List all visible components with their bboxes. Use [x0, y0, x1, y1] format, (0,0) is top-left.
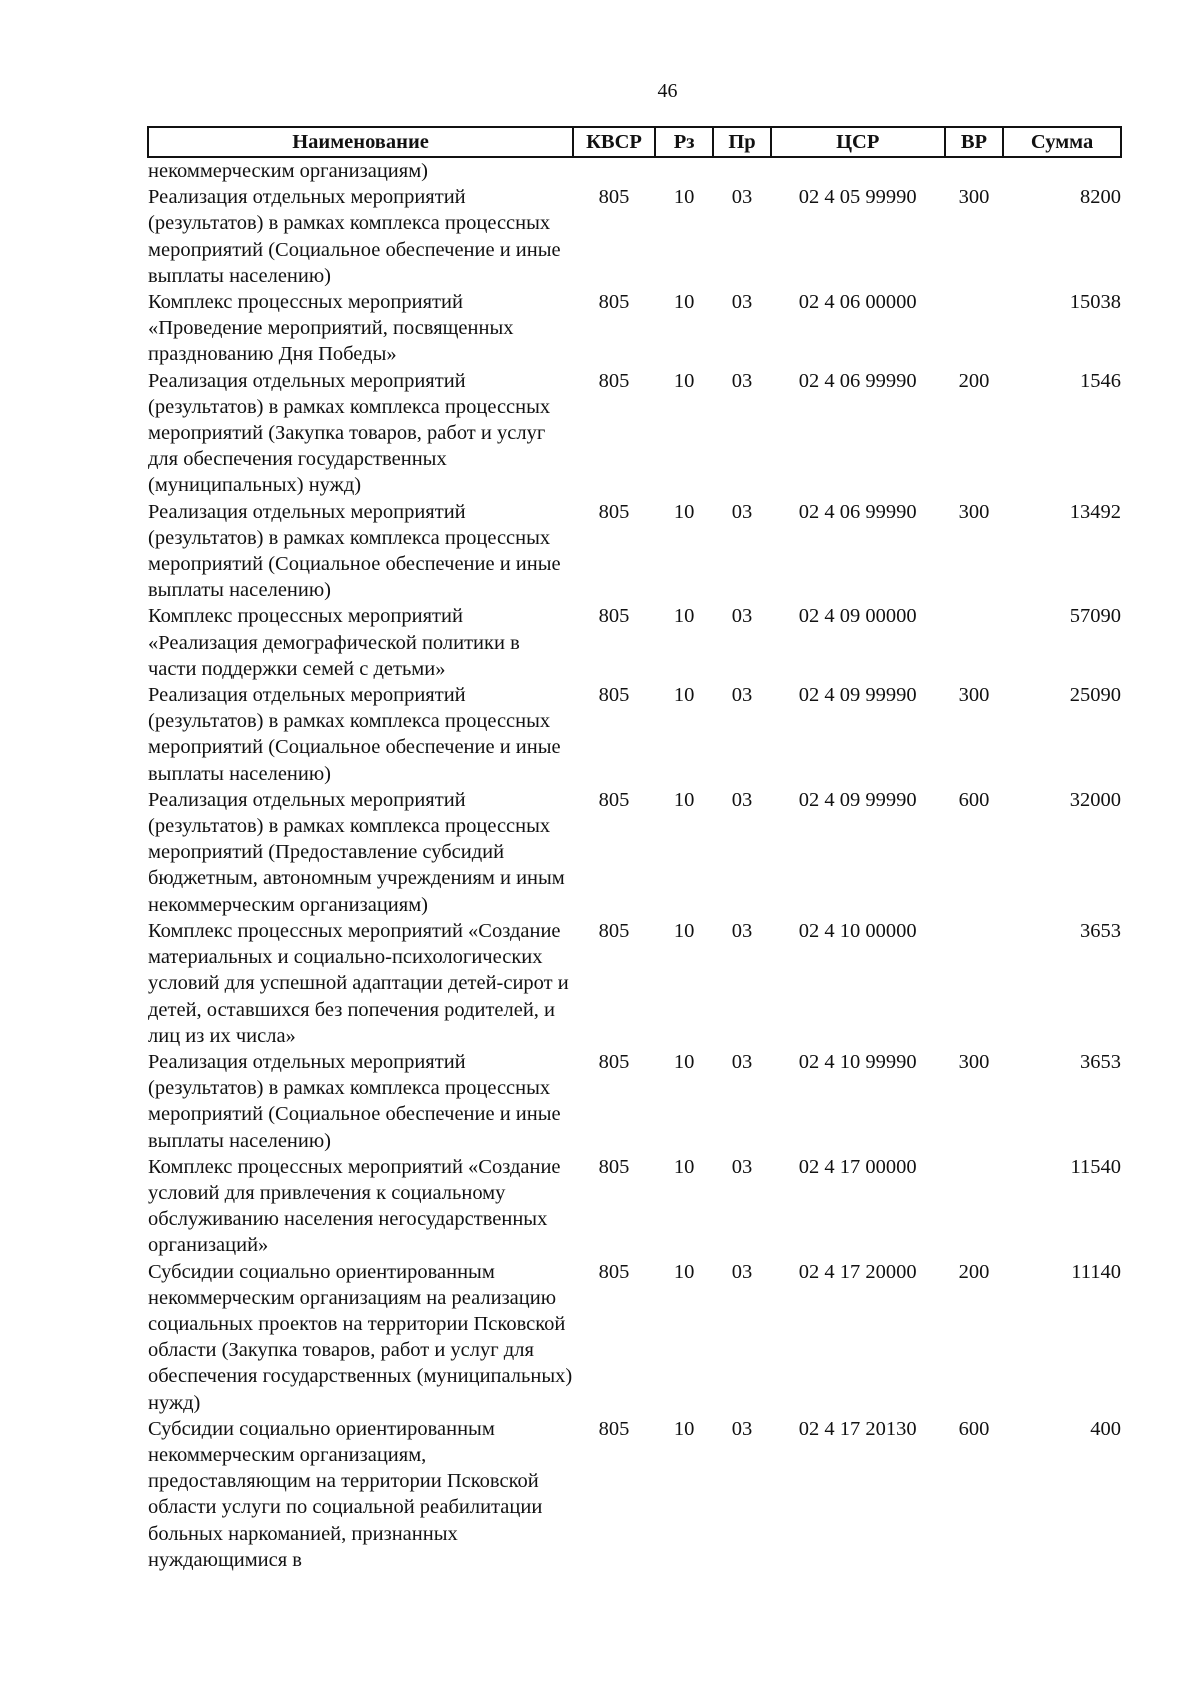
cell-vr: 300 [958, 186, 990, 209]
cell-rz: 10 [673, 291, 695, 314]
cell-csr: 02 4 09 00000 [798, 605, 917, 628]
cell-name: Комплекс процессных мероприятий «Проведение мероприятий, посвященных празднованию Дня Победы» [148, 291, 514, 366]
cell-kvsr: 805 [598, 291, 630, 314]
cell-name: Субсидии социально ориентированным некоммерческим организациям, предоставляющим на территории Псковской области услуги по социальной реабилитации больных наркоманией, признанных нуждающимися в [148, 1417, 543, 1571]
cell-name: Реализация отдельных мероприятий (результатов) в рамках комплекса процессных мероприятий (Закупка товаров, работ и услуг для обеспечения государственных (муниципальных) нужд) [148, 369, 551, 497]
cell-kvsr: 805 [598, 1050, 630, 1073]
cell-csr: 02 4 06 99990 [798, 500, 917, 523]
cell-kvsr: 805 [598, 1260, 630, 1283]
header-kvsr: КВСР [573, 127, 655, 157]
header-rz: Рз [655, 127, 713, 157]
cell-csr: 02 4 09 99990 [798, 684, 917, 707]
cell-kvsr: 805 [598, 369, 630, 392]
cell-kvsr: 805 [598, 500, 630, 523]
table-row [148, 1416, 1121, 1573]
header-vr: ВР [945, 127, 1003, 157]
table-row [148, 682, 1121, 787]
cell-sum: 25090 [1069, 684, 1121, 707]
cell-pr: 03 [731, 684, 753, 707]
header-name: Наименование [148, 127, 573, 157]
cell-csr: 02 4 10 00000 [798, 919, 917, 942]
cell-vr: 300 [958, 1050, 990, 1073]
cell-pr: 03 [731, 788, 753, 811]
table-row [148, 1049, 1121, 1154]
budget-table [147, 126, 1122, 1573]
cell-pr: 03 [731, 369, 753, 392]
cell-csr: 02 4 05 99990 [798, 186, 917, 209]
cell-vr [945, 1154, 1003, 1259]
cell-name: Реализация отдельных мероприятий (результатов) в рамках комплекса процессных мероприятий (Социальное обеспечение и иные выплаты населению) [148, 186, 561, 287]
table-row [148, 1154, 1121, 1259]
cell-csr [771, 157, 945, 184]
table-row [148, 289, 1121, 368]
cell-sum: 3653 [1080, 919, 1121, 942]
cell-pr: 03 [731, 291, 753, 314]
table-row [148, 1259, 1121, 1416]
cell-kvsr: 805 [598, 919, 630, 942]
cell-sum: 32000 [1069, 788, 1121, 811]
cell-vr [945, 603, 1003, 682]
cell-kvsr: 805 [598, 605, 630, 628]
header-csr: ЦСР [771, 127, 945, 157]
cell-pr: 03 [731, 919, 753, 942]
cell-csr: 02 4 17 00000 [798, 1155, 917, 1178]
cell-rz: 10 [673, 919, 695, 942]
table-row [148, 368, 1121, 499]
table-body [148, 157, 1121, 1573]
cell-rz: 10 [673, 500, 695, 523]
cell-name: Комплекс процессных мероприятий «Создание условий для привлечения к социальному обслуживанию населения негосударственных организаций» [148, 1155, 561, 1257]
cell-pr: 03 [731, 1417, 753, 1440]
table-header-row [148, 127, 1121, 157]
cell-sum [1003, 157, 1121, 184]
cell-rz: 10 [673, 788, 695, 811]
cell-pr [713, 157, 770, 184]
cell-sum: 8200 [1080, 186, 1121, 209]
page-number: 46 [657, 80, 678, 102]
cell-csr: 02 4 06 99990 [798, 369, 917, 392]
cell-csr: 02 4 17 20000 [798, 1260, 917, 1283]
cell-rz: 10 [673, 1417, 695, 1440]
table-row [148, 157, 1121, 184]
cell-sum: 400 [1090, 1417, 1121, 1440]
cell-pr: 03 [731, 1155, 753, 1178]
cell-rz: 10 [673, 1260, 695, 1283]
cell-rz: 10 [673, 1155, 695, 1178]
table-row [148, 603, 1121, 682]
cell-rz: 10 [673, 186, 695, 209]
cell-kvsr: 805 [598, 788, 630, 811]
cell-name: Реализация отдельных мероприятий (результатов) в рамках комплекса процессных мероприятий (Социальное обеспечение и иные выплаты населению) [148, 1050, 561, 1152]
cell-pr: 03 [731, 186, 753, 209]
cell-csr: 02 4 10 99990 [798, 1050, 917, 1073]
cell-name: некоммерческим организациям) [148, 160, 428, 182]
cell-name: Комплекс процессных мероприятий «Реализация демографической политики в части поддержки семей с детьми» [148, 605, 520, 680]
cell-rz: 10 [673, 684, 695, 707]
cell-sum: 57090 [1069, 605, 1121, 628]
cell-vr [945, 289, 1003, 368]
cell-pr: 03 [731, 1260, 753, 1283]
cell-name: Комплекс процессных мероприятий «Создание материальных и социально-психологических условий для успешной адаптации детей-сирот и детей, оставшихся без попечения родителей, и лиц из их числа» [148, 919, 569, 1047]
cell-kvsr: 805 [598, 186, 630, 209]
cell-pr: 03 [731, 500, 753, 523]
cell-csr: 02 4 06 00000 [798, 291, 917, 314]
table-row [148, 787, 1121, 918]
header-sum: Сумма [1003, 127, 1121, 157]
cell-kvsr: 805 [598, 1417, 630, 1440]
cell-sum: 1546 [1080, 369, 1121, 392]
cell-rz [655, 157, 713, 184]
cell-vr: 600 [958, 788, 990, 811]
cell-kvsr: 805 [598, 1155, 630, 1178]
table-header [148, 127, 1121, 157]
cell-vr: 200 [958, 1260, 990, 1283]
cell-name: Реализация отдельных мероприятий (результатов) в рамках комплекса процессных мероприятий (Социальное обеспечение и иные выплаты населению) [148, 500, 561, 602]
cell-sum: 3653 [1080, 1050, 1121, 1073]
cell-csr: 02 4 09 99990 [798, 788, 917, 811]
cell-vr: 300 [958, 684, 990, 707]
cell-vr: 300 [958, 500, 990, 523]
cell-vr: 600 [958, 1417, 990, 1440]
cell-sum: 15038 [1069, 291, 1121, 314]
cell-sum: 11540 [1070, 1155, 1121, 1178]
table-row [148, 184, 1121, 289]
cell-kvsr [573, 157, 655, 184]
table-row [148, 499, 1121, 604]
cell-rz: 10 [673, 369, 695, 392]
table-row [148, 918, 1121, 1049]
cell-pr: 03 [731, 605, 753, 628]
cell-name: Субсидии социально ориентированным некоммерческим организациям на реализацию социальных проектов на территории Псковской области (Закупка товаров, работ и услуг для обеспечения государственных (муниципальных) нужд) [148, 1260, 573, 1414]
cell-sum: 11140 [1071, 1260, 1121, 1283]
cell-kvsr: 805 [598, 684, 630, 707]
cell-vr: 200 [958, 369, 990, 392]
cell-sum: 13492 [1069, 500, 1121, 523]
cell-vr [945, 157, 1003, 184]
cell-rz: 10 [673, 605, 695, 628]
cell-name: Реализация отдельных мероприятий (результатов) в рамках комплекса процессных мероприятий (Предоставление субсидий бюджетным, автономным учреждениям и иным некоммерческим организациям) [148, 788, 565, 916]
cell-name: Реализация отдельных мероприятий (результатов) в рамках комплекса процессных мероприятий (Социальное обеспечение и иные выплаты населению) [148, 684, 561, 785]
cell-vr [945, 918, 1003, 1049]
cell-csr: 02 4 17 20130 [798, 1417, 917, 1440]
cell-pr: 03 [731, 1050, 753, 1073]
header-pr: Пр [713, 127, 770, 157]
cell-rz: 10 [673, 1050, 695, 1073]
